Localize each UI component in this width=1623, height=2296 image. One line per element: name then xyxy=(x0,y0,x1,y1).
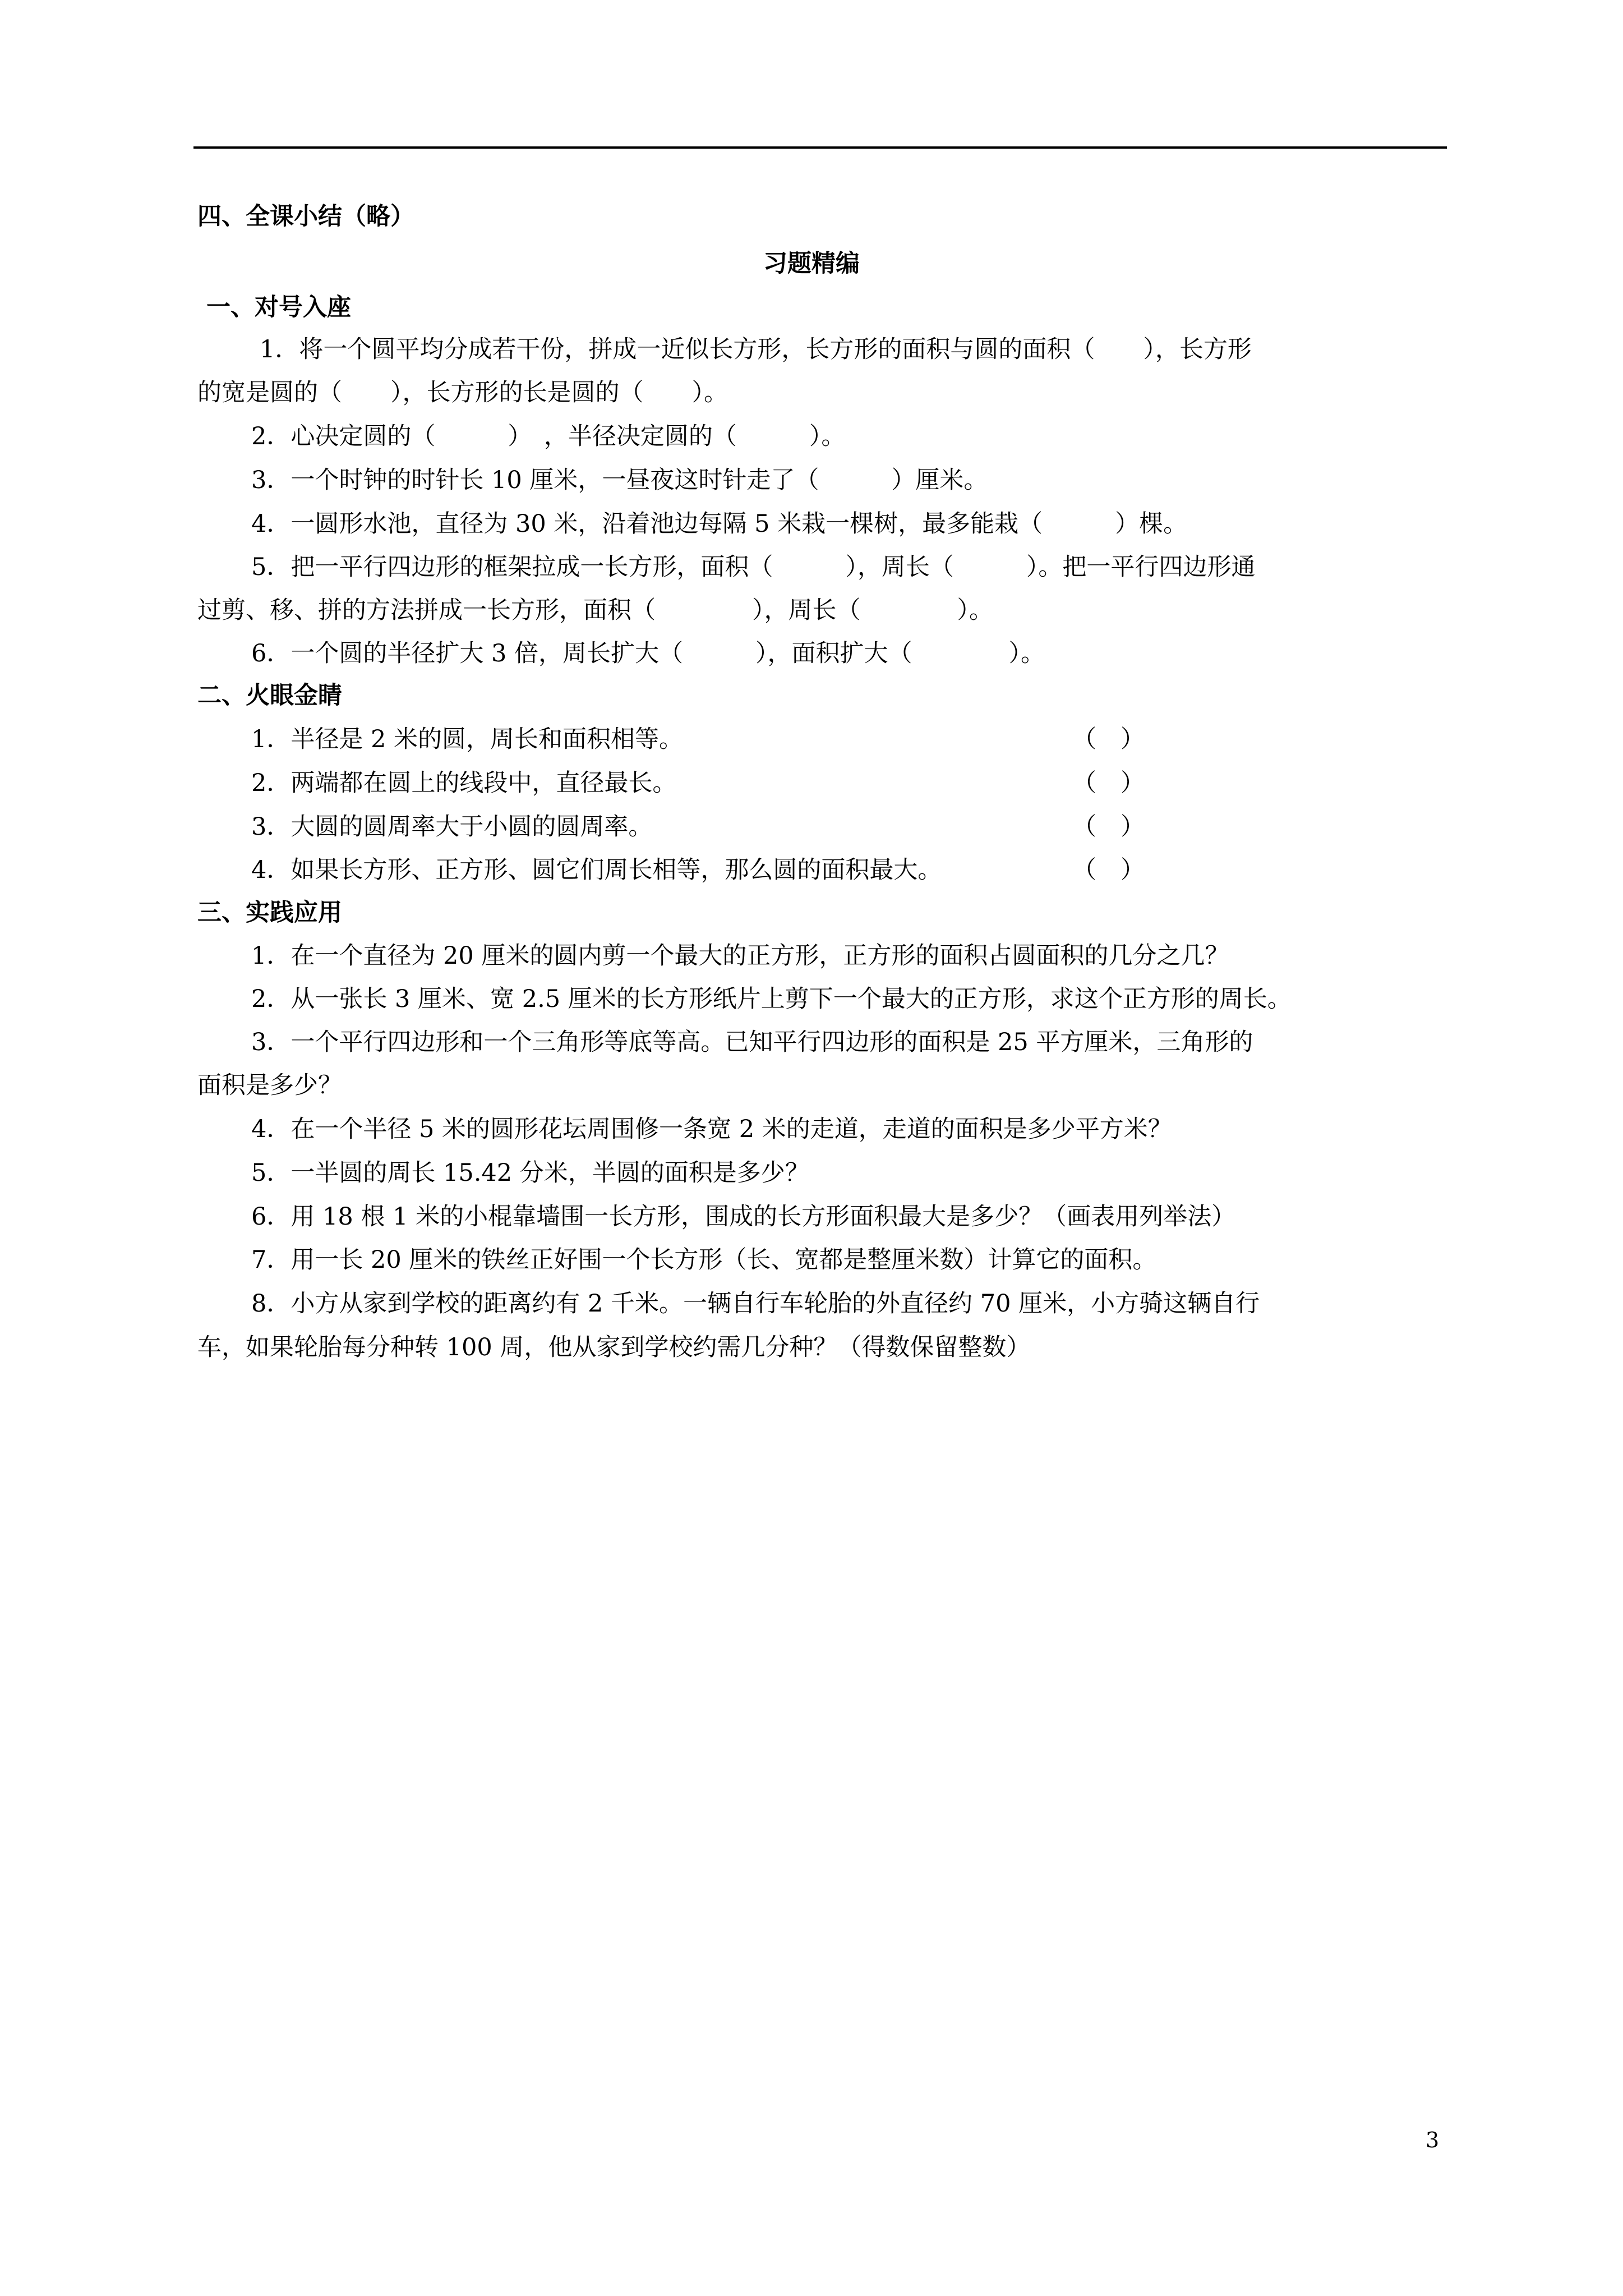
section3-q8-line2: 车，如果轮胎每分种转 100 周，他从家到学校约需几分种？（得数保留整数） xyxy=(197,1333,1031,1361)
section3-q3-line1: 3．一个平行四边形和一个三角形等底等高。已知平行四边形的面积是 25 平方厘米，三角形的 xyxy=(251,1028,1253,1056)
section2-item-mark: （ ） xyxy=(1072,856,1145,884)
section1-q5-line1: 5．把一平行四边形的框架拉成一长方形，面积（ ），周长（ ）。把一平行四边形通 xyxy=(251,553,1256,581)
section2-item-text: 1．半径是 2 米的圆，周长和面积相等。 xyxy=(251,725,684,753)
section1-q1-line1: 1．将一个圆平均分成若干份，拼成一近似长方形，长方形的面积与圆的面积（ ），长方形 xyxy=(260,335,1252,364)
section1-q6: 6．一个圆的半径扩大 3 倍，周长扩大（ ），面积扩大（ ）。 xyxy=(251,639,1045,668)
section3-q3-line2: 面积是多少？ xyxy=(197,1071,342,1099)
section3-q4: 4．在一个半径 5 米的圆形花坛周围修一条宽 2 米的走道，走道的面积是多少平方米？ xyxy=(251,1115,1172,1143)
section3-q7: 7．用一长 20 厘米的铁丝正好围一个长方形（长、宽都是整厘米数）计算它的面积。 xyxy=(251,1246,1157,1274)
section1-q2: 2．心决定圆的（ ） ，半径决定圆的（ ）。 xyxy=(251,422,846,450)
exercise-title: 习题精编 xyxy=(763,250,860,278)
section2-item-text: 4．如果长方形、正方形、圆它们周长相等，那么圆的面积最大。 xyxy=(251,856,942,884)
section2-heading: 二、火眼金睛 xyxy=(197,682,342,710)
section3-q5: 5．一半圆的周长 15.42 分米，半圆的面积是多少？ xyxy=(251,1159,809,1187)
section3-q2: 2．从一张长 3 厘米、宽 2.5 厘米的长方形纸片上剪下一个最大的正方形，求这个正方形的周长。 xyxy=(251,985,1292,1013)
section1-q1-line2: 的宽是圆的（ ），长方形的长是圆的（ ）。 xyxy=(197,379,728,407)
section3-q6: 6．用 18 根 1 米的小棍靠墙围一长方形，围成的长方形面积最大是多少？（画表用列举法） xyxy=(251,1203,1236,1231)
summary-heading: 四、全课小结（略） xyxy=(197,203,414,231)
section2-item-mark: （ ） xyxy=(1072,725,1145,753)
section3-heading: 三、实践应用 xyxy=(197,899,342,927)
section3-q8-line1: 8．小方从家到学校的距离约有 2 千米。一辆自行车轮胎的外直径约 70 厘米，小方骑这辆自行 xyxy=(251,1290,1260,1318)
section2-item-text: 2．两端都在圆上的线段中，直径最长。 xyxy=(251,769,677,797)
section2-item-mark: （ ） xyxy=(1072,813,1145,841)
header-rule xyxy=(193,146,1447,149)
section2-item-text: 3．大圆的圆周率大于小圆的圆周率。 xyxy=(251,813,653,841)
section1-heading: 一、对号入座 xyxy=(206,293,351,321)
section2-item-mark: （ ） xyxy=(1072,769,1145,797)
section1-q3: 3．一个时钟的时针长 10 厘米，一昼夜这时针走了（ ）厘米。 xyxy=(251,466,988,494)
section1-q4: 4．一圆形水池，直径为 30 米，沿着池边每隔 5 米栽一棵树，最多能栽（ ）棵。 xyxy=(251,510,1188,538)
page-number: 3 xyxy=(1426,2128,1440,2152)
section3-q1: 1．在一个直径为 20 厘米的圆内剪一个最大的正方形，正方形的面积占圆面积的几分之几？ xyxy=(251,942,1229,970)
section1-q5-line2: 过剪、移、拼的方法拼成一长方形，面积（ ），周长（ ）。 xyxy=(197,596,993,624)
